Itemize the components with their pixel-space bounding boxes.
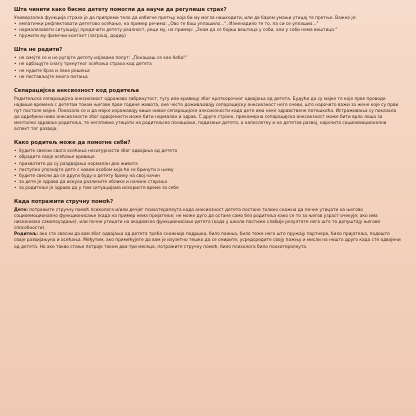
list-item: • пружити му физички контакт (загрљај, додир) [14, 34, 402, 40]
list-item: • за дете је здраво да искуси различите облике и начине старања [14, 180, 402, 186]
list-item: • за родитеље је здраво да у тим ситуацијама искористе време за себе [14, 186, 402, 192]
section-fear-regulation [14, 7, 402, 40]
list-item: • прихватите да су раздвајања нормалан део живота [14, 162, 402, 168]
paragraph-lead: Родитељ: [14, 232, 38, 238]
section-paragraph-child [14, 208, 402, 232]
section-heading: Како родитељ може да помогне себи? [14, 140, 131, 147]
list-item: • не смејте се и не ругајте детету изјавама попут: „Понашаш се као беба!“ [14, 56, 402, 62]
section-parental-anxiety [14, 88, 402, 134]
section-heading: Шта чинити како бисмо детету помогли да научи да регулише страх? [14, 7, 227, 13]
section-intro: Универзална функција страха је да припреми тело да избегне претњу која би му могла нашкодити, или да барем умањи утицај те претње. Важно је: [14, 16, 357, 21]
paragraph-lead: Дете: [14, 207, 28, 213]
bullet-list [14, 22, 402, 40]
section-paragraph-parent [14, 232, 402, 250]
bullet-list [14, 149, 402, 192]
bullet-list [14, 56, 402, 80]
section-heading: Сепарацијска анксиозност код родитеља [14, 87, 140, 94]
section-heading: Шта не радити? [14, 47, 63, 54]
list-item: • поступно упознајте дете с новом особом која ће се бринути о њему [14, 168, 402, 174]
paragraph-text: ако сте свесни да вам због одвајања од детета треба снажнија подршка, било пажња, било теже него што пружају партнера, било пријатеља, подоште сваје развијањуна и осећања. Међутим, ако примећујете да вам је изузетно тешко да се смирите, усредсредите своју пажњу и мисли на нешто друго када сте одвојени од детета. Но ако такво стање потраје током два-три месеца, потражите стручну помоћ, било психолога било психотерапеута. [14, 232, 401, 250]
list-item: • обрадите своје осећање кривице [14, 155, 402, 161]
list-item: • не одбацујте снагу тренутног осећања страха код детета [14, 62, 402, 68]
section-heading: Када потражити стручну помоћ? [14, 198, 114, 205]
list-item: • будите свесни свога осећања несигурности због одвајања од детета [14, 149, 402, 155]
list-item: • будите свесни да се други буду о детету брину на свој начин [14, 174, 402, 180]
section-what-not-to-do [14, 47, 402, 80]
section-self-help [14, 140, 402, 192]
list-item: • не нудите брза и лака решења [14, 69, 402, 75]
list-item: • нормализовати ситуацију; предочити детету реалност, реци му, на пример: „Знам да се бојиш вештица у соби, али у соби нема вештица.“ [14, 28, 402, 34]
list-item: • емпатички рефлектовати дететово осећање, на пример речима: „Ово те баш уплашило...“, Изненадило те то, па си се уплашио...“ [14, 22, 402, 28]
section-professional-help [14, 199, 402, 251]
section-paragraph: Родитељска сепарацијска анксиозност одражава забринутост, тугу или кривицу због краткорочног одвајања од детета. Будући да су мајке те које прве проводе највише времена с дететом током његове прве године живота, оне често доживљавају сепарацијску анксиозност него очеви, што нарочито важи за жене које су први пут постале мајке. Показало се и да мајке изражавају више нивое сепарацијске анксиозности када дете има неке здравствене потешкоћа. Истраживања су показала да одређени ниво анксиозности због одвојености може бити нормалан и здрав. С друге стране, прекомерна сепарацијска анксиозност може бити врло лоша за ментално здравље родитеља, те негативно утицати на родитељско понашање, подизање детета, а напослетку и на дететов развој, нарочито социоемоционални аспект тог развоја. [14, 96, 399, 133]
list-item: • не постављајте много питања [14, 75, 402, 81]
paragraph-text: потражите стручну помоћ психолога и/или дечјег психотерапеута када анксиозност детета постане толико снажна да почне утицати на његово социоемоционално функционисање (када на пример нема пријатеље; не може дуго да остане само без родитеља како се то за његов узраст очекује; ако има нисконизко самопоуздање), или почне утицати на академско функционисање детета (када у школи постиже слабије резултате него што то допуштају његове способности). [14, 207, 381, 232]
